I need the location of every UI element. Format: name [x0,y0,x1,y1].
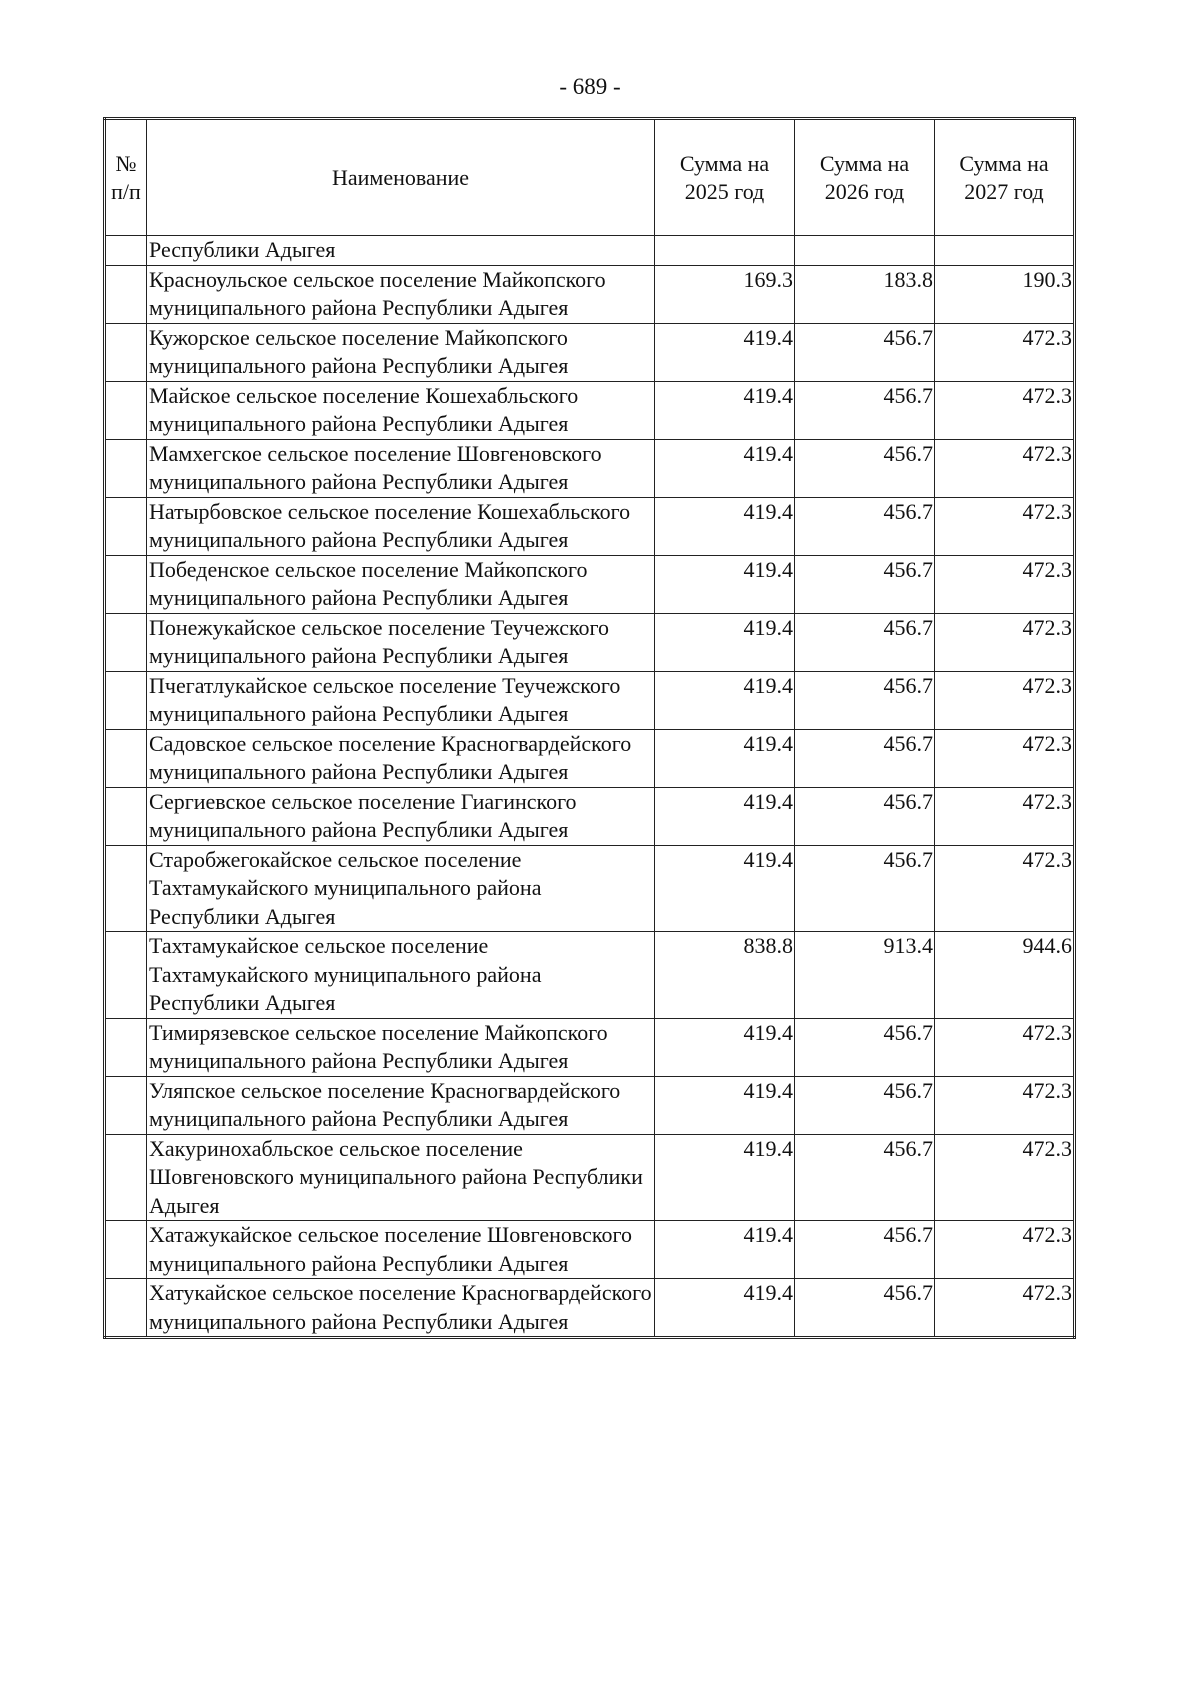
row-sum-2026: 456.7 [795,787,935,845]
row-sum-2025: 419.4 [655,323,795,381]
table-row [105,671,1075,729]
row-sum-2027: 472.3 [935,845,1075,932]
row-name: Мамхегское сельское поселение Шовгеновского муниципального района Республики Адыгея [147,439,655,497]
row-name: Садовское сельское поселение Красногвардейского муниципального района Республики Адыгея [147,729,655,787]
row-num [105,671,147,729]
row-name: Кужорское сельское поселение Майкопского муниципального района Республики Адыгея [147,323,655,381]
row-name: Натырбовское сельское поселение Кошехабльского муниципального района Республики Адыгея [147,497,655,555]
row-sum-2025: 419.4 [655,439,795,497]
table-row [105,439,1075,497]
table-row [105,845,1075,932]
row-sum-2027: 472.3 [935,381,1075,439]
row-num [105,1221,147,1279]
row-sum-2025: 419.4 [655,613,795,671]
row-name: Хакуринохабльское сельское поселение Шовгеновского муниципального района Республики Адыгея [147,1134,655,1221]
row-name: Красноульское сельское поселение Майкопского муниципального района Республики Адыгея [147,265,655,323]
table-row [105,1018,1075,1076]
table-row [105,323,1075,381]
row-name: Хатажукайское сельское поселение Шовгеновского муниципального района Республики Адыгея [147,1221,655,1279]
table-row [105,1134,1075,1221]
row-sum-2026: 456.7 [795,1279,935,1338]
row-sum-2027: 472.3 [935,729,1075,787]
row-num [105,787,147,845]
row-sum-2026: 456.7 [795,845,935,932]
row-sum-2027: 472.3 [935,555,1075,613]
table-row [105,236,1075,266]
table-row [105,613,1075,671]
budget-table [103,117,1076,1339]
row-num [105,555,147,613]
row-sum-2026: 456.7 [795,1076,935,1134]
row-num [105,932,147,1019]
row-sum-2027: 472.3 [935,1018,1075,1076]
row-sum-2025: 419.4 [655,671,795,729]
row-sum-2027: 190.3 [935,265,1075,323]
row-name: Уляпское сельское поселение Красногвардейского муниципального района Республики Адыгея [147,1076,655,1134]
row-name: Тахтамукайское сельское поселение Тахтамукайского муниципального района Республики Адыгея [147,932,655,1019]
row-sum-2027: 472.3 [935,1279,1075,1338]
row-sum-2026: 456.7 [795,381,935,439]
row-sum-2027 [935,236,1075,266]
header-name: Наименование [147,119,655,236]
row-sum-2026: 456.7 [795,1221,935,1279]
row-sum-2026: 456.7 [795,729,935,787]
row-sum-2026: 913.4 [795,932,935,1019]
table-body [105,236,1075,1338]
row-name: Понежукайское сельское поселение Теучежского муниципального района Республики Адыгея [147,613,655,671]
row-name: Тимирязевское сельское поселение Майкопского муниципального района Республики Адыгея [147,1018,655,1076]
row-name: Старобжегокайское сельское поселение Тахтамукайского муниципального района Республики Адыгея [147,845,655,932]
row-sum-2027: 944.6 [935,932,1075,1019]
budget-table-container [103,117,1073,1339]
row-name: Победенское сельское поселение Майкопского муниципального района Республики Адыгея [147,555,655,613]
table-row [105,497,1075,555]
row-sum-2025: 419.4 [655,555,795,613]
row-num [105,265,147,323]
row-sum-2026: 456.7 [795,671,935,729]
row-sum-2026: 456.7 [795,323,935,381]
row-num [105,1279,147,1338]
row-sum-2025: 419.4 [655,729,795,787]
row-num [105,236,147,266]
header-row [105,119,1075,236]
table-row [105,729,1075,787]
row-sum-2025: 419.4 [655,497,795,555]
row-sum-2026 [795,236,935,266]
row-sum-2027: 472.3 [935,323,1075,381]
row-sum-2027: 472.3 [935,671,1075,729]
table-row [105,381,1075,439]
table-row [105,787,1075,845]
row-sum-2025: 419.4 [655,381,795,439]
row-sum-2025: 419.4 [655,1279,795,1338]
row-sum-2026: 456.7 [795,555,935,613]
row-sum-2025: 419.4 [655,787,795,845]
row-sum-2026: 456.7 [795,439,935,497]
row-sum-2025 [655,236,795,266]
row-sum-2026: 456.7 [795,613,935,671]
row-num [105,845,147,932]
table-row [105,265,1075,323]
header-sum-2025: Сумма на 2025 год [655,119,795,236]
table-header [105,119,1075,236]
table-row [105,1279,1075,1338]
row-sum-2027: 472.3 [935,613,1075,671]
row-sum-2025: 419.4 [655,1018,795,1076]
row-num [105,1076,147,1134]
row-sum-2027: 472.3 [935,1076,1075,1134]
row-sum-2025: 419.4 [655,1134,795,1221]
row-sum-2026: 456.7 [795,1134,935,1221]
row-num [105,323,147,381]
row-num [105,1018,147,1076]
row-sum-2027: 472.3 [935,439,1075,497]
table-row [105,932,1075,1019]
header-sum-2027: Сумма на 2027 год [935,119,1075,236]
row-num [105,381,147,439]
row-sum-2027: 472.3 [935,1134,1075,1221]
row-sum-2027: 472.3 [935,787,1075,845]
row-name: Хатукайское сельское поселение Красногвардейского муниципального района Республики Адыгея [147,1279,655,1338]
header-sum-2026: Сумма на 2026 год [795,119,935,236]
row-num [105,729,147,787]
row-sum-2026: 456.7 [795,1018,935,1076]
row-sum-2027: 472.3 [935,497,1075,555]
row-sum-2026: 456.7 [795,497,935,555]
page-number: - 689 - [559,74,621,99]
row-sum-2025: 169.3 [655,265,795,323]
row-sum-2025: 419.4 [655,845,795,932]
row-name: Пчегатлукайское сельское поселение Теучежского муниципального района Республики Адыгея [147,671,655,729]
row-sum-2025: 419.4 [655,1076,795,1134]
row-sum-2025: 838.8 [655,932,795,1019]
header-num: № п/п [105,119,147,236]
row-num [105,439,147,497]
row-name: Сергиевское сельское поселение Гиагинского муниципального района Республики Адыгея [147,787,655,845]
table-row [105,1221,1075,1279]
row-name: Майское сельское поселение Кошехабльского муниципального района Республики Адыгея [147,381,655,439]
table-row [105,555,1075,613]
row-num [105,1134,147,1221]
table-row [105,1076,1075,1134]
row-sum-2026: 183.8 [795,265,935,323]
row-name: Республики Адыгея [147,236,655,266]
row-sum-2027: 472.3 [935,1221,1075,1279]
row-num [105,497,147,555]
row-sum-2025: 419.4 [655,1221,795,1279]
row-num [105,613,147,671]
